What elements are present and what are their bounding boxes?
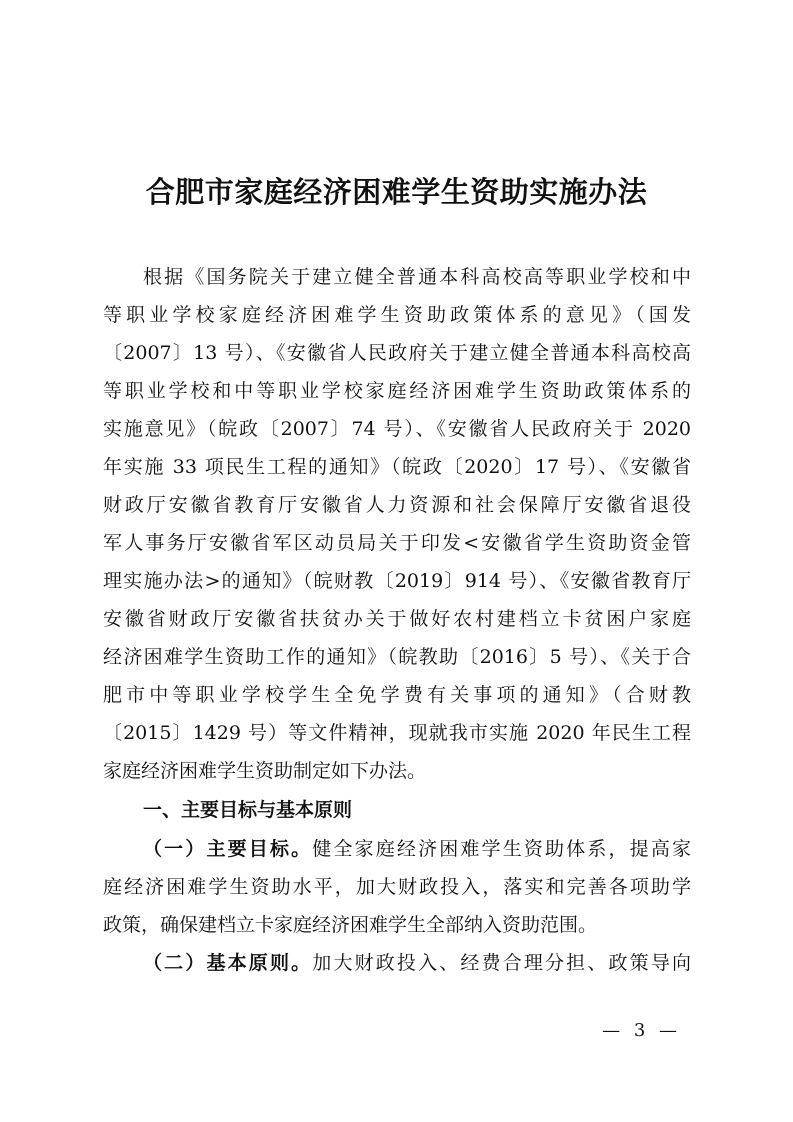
body-line: 庭经济困难学生资助水平，加大财政投入，落实和完善各项助学 [103,876,691,898]
body-line: 理实施办法>的通知》（皖财教〔2019〕914 号）、《安徽省教育厅 [103,570,691,592]
body-line: 〔2007〕13 号）、《安徽省人民政府关于建立健全普通本科高校高 [103,342,691,364]
body-line: 经济困难学生资助工作的通知》（皖教助〔2016〕5 号）、《关于合 [103,646,691,668]
body-line: 实施意见》（皖政〔2007〕74 号）、《安徽省人民政府关于 2020 [103,418,691,440]
body-line: 年实施 33 项民生工程的通知》（皖政〔2020〕17 号）、《安徽省 [103,456,691,478]
document-body [103,258,691,982]
principle-paragraph-first-line [103,944,691,982]
body-line: 〔2015〕1429 号）等文件精神，现就我市实施 2020 年民生工程 [103,722,691,744]
body-line: 肥市中等职业学校学生全免学费有关事项的通知》（合财教 [103,684,691,706]
body-line: 等职业学校和中等职业学校家庭经济困难学生资助政策体系的 [103,380,691,402]
principle-lead: （二）基本原则。 [143,952,313,974]
body-line: 财政厅安徽省教育厅安徽省人力资源和社会保障厅安徽省退役 [103,494,691,516]
document-title: 合肥市家庭经济困难学生资助实施办法 [145,175,648,209]
body-line: 家庭经济困难学生资助制定如下办法。 [103,760,427,782]
goal-text: 健全家庭经济困难学生资助体系，提高家 [312,838,691,860]
principle-text: 加大财政投入、经费合理分担、政策导向 [312,952,691,974]
section-heading: 一、主要目标与基本原则 [143,799,353,821]
body-line: 安徽省财政厅安徽省扶贫办关于做好农村建档立卡贫困户家庭 [103,608,691,630]
body-line: 根据《国务院关于建立健全普通本科高校高等职业学校和中 [143,266,691,288]
page-number: — 3 — [602,1020,681,1041]
body-line: 政策，确保建档立卡家庭经济困难学生全部纳入资助范围。 [103,914,598,936]
body-line: 军人事务厅安徽省军区动员局关于印发<安徽省学生资助资金管 [103,532,691,554]
goal-paragraph-first-line [103,830,691,868]
body-line: 等职业学校家庭经济困难学生资助政策体系的意见》（国发 [103,304,691,326]
goal-lead: （一）主要目标。 [143,838,313,860]
